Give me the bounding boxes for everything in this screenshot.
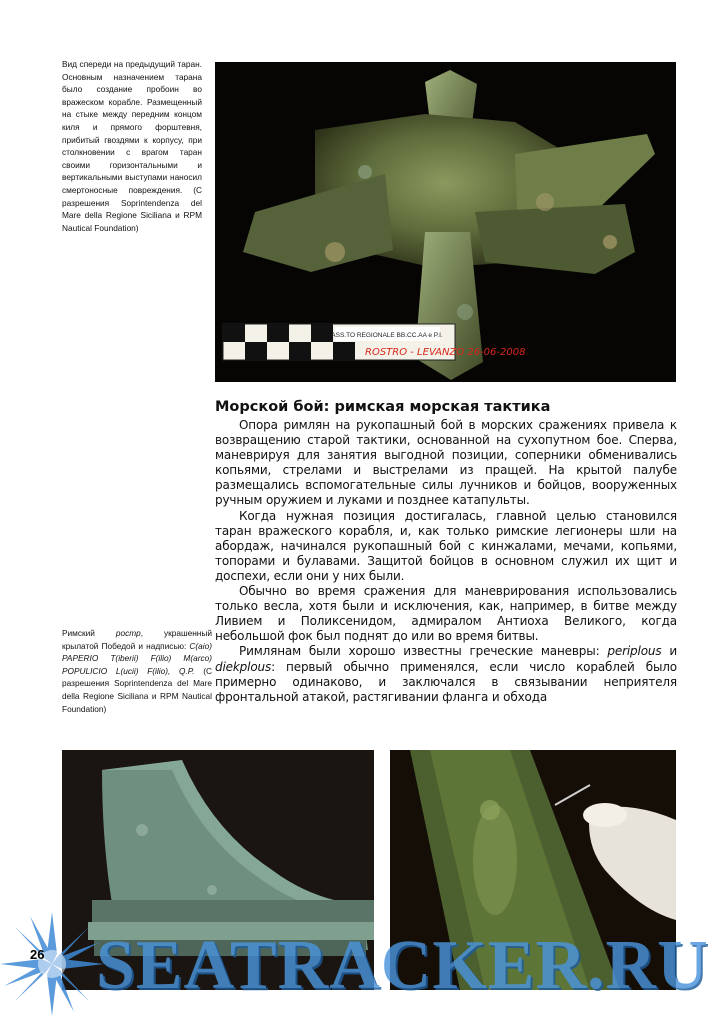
scale-bar-handwriting: ROSTRO - LEVANZO 26-06-2008 [365,347,526,358]
watermark-sunburst-icon [0,912,104,1016]
photo-caption-bottom: Римский ростр, украшенный крылатой Победой и надписью: C(aio) PAPERIO T(iberii) F(ilio) M(arco) POPULICIO L(ucii) F(ilio), Q.P. (С разрешения Soprintendenza del Mare della Regione Siciliana и RPM Nautical Foundation) [62,628,212,714]
article-paragraph-2: Когда нужная позиция достигалась, главной целью становился таран вражеского корабля, и, как только римские легионеры шли на абордаж, начинался рукопашный бой с кинжалами, мечами, копьями, топорами и булавами. Защитой бойцов в основном служил их щит и доспехи, если они у них были. [215,508,677,583]
article-paragraph-4: Римлянам были хорошо известны греческие маневры: periplous и diekplous: первый обычно применялся, если число кораблей было примерно одинаково, и заключался в связывании неприятеля фронтальной атакой, растягивании фланга и обхода [215,644,677,704]
article-paragraph-1: Опора римлян на рукопашный бой в морских сражениях привела к возвращению старой тактики, основанной на сухопутном бое. Сперва, маневрируя для занятия выгодной позиции, соперники обменивались копьями, стрелами и выстрелами из пращей. На крытой палубе размещались вспомогательные силы лучников и бойцов, вооруженных ручным оружием и луками и позднее катапульты. [215,418,677,508]
article [215,398,677,705]
article-heading: Морской бой: римская морская тактика [215,399,551,415]
photo-rostrum-front [215,62,676,382]
photo-caption-top: Вид спереди на предыдущий таран. Основным назначением тарана было создание пробоин во вражеском корабле. Размещенный на стыке между передним концом киля и прямого форштевня, прибитый гвоздями к корпусу, при столкновении с врагом таран своими горизонтальными и вертикальными выступами наносил смертоносные повреждения. (С разрешения Soprintendenza del Mare della Regione Siciliana и RPM Nautical Foundation) [62,59,202,233]
scale-bar-label: ASS.TO REGIONALE BB.CC.AA e P.I. [331,332,443,339]
watermark-text: SEATRACKER.RU [96,927,709,1004]
article-paragraph-3: Обычно во время сражения для маневрирования использовались только весла, хотя были и исключения, как, например, в битве между Ливием и Поликсенидом, адмиралом Антиоха Великого, когда небольшой фок был поднят до или во время битвы. [215,584,677,644]
page-number: 26 [30,947,45,962]
rostrum-front-illustration [215,62,676,382]
